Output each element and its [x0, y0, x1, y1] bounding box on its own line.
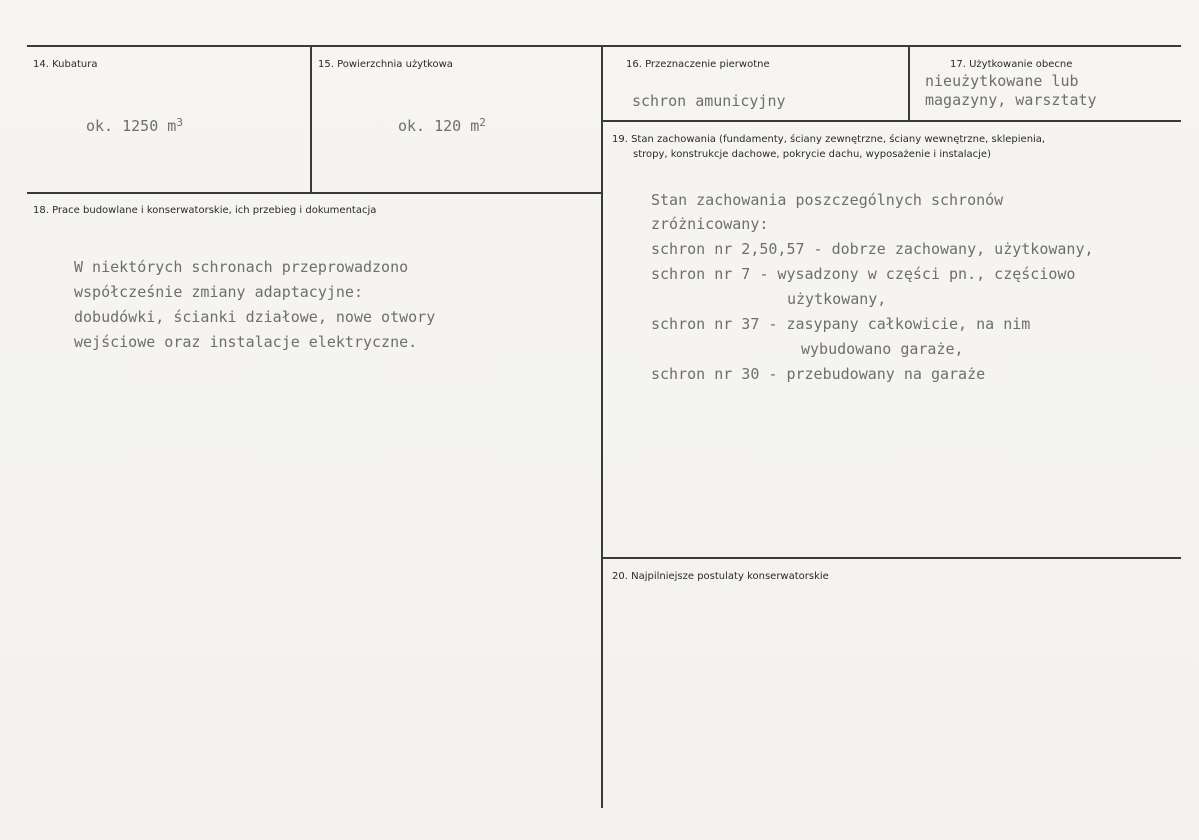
field-15-label: 15. Powierzchnia użytkowa	[318, 59, 453, 70]
top-rule-left	[27, 45, 601, 47]
field-19-line-3: schron nr 2,50,57 - dobrze zachowany, użytkowany,	[651, 240, 1094, 258]
divider-16-17	[908, 45, 910, 122]
field-19-line-6: schron nr 37 - zasypany całkowicie, na nim	[651, 315, 1031, 333]
center-divider	[601, 45, 603, 808]
cubature-unit-exponent: 3	[176, 116, 183, 129]
rule-below-19	[603, 557, 1181, 559]
rule-below-16-17	[603, 120, 1181, 122]
field-18-label: 18. Prace budowlane i konserwatorskie, ich przebieg i dokumentacja	[33, 205, 377, 216]
field-18-line-2: współcześnie zmiany adaptacyjne:	[74, 283, 363, 301]
field-16-label: 16. Przeznaczenie pierwotne	[626, 59, 770, 70]
field-19-line-8: schron nr 30 - przebudowany na garaże	[651, 365, 986, 383]
field-19-line-5: użytkowany,	[787, 290, 887, 308]
field-18-line-1: W niektórych schronach przeprowadzono	[74, 258, 409, 276]
field-19-label-line-1: 19. Stan zachowania (fundamenty, ściany zewnętrzne, ściany wewnętrzne, sklepienia,	[612, 134, 1046, 145]
field-19-line-2: zróżnicowany:	[651, 215, 769, 233]
divider-14-15	[310, 45, 312, 193]
field-14-value	[86, 114, 183, 140]
field-17-label: 17. Użytkowanie obecne	[950, 59, 1073, 70]
area-unit-exponent: 2	[479, 116, 486, 129]
rule-below-14-15	[27, 192, 601, 194]
field-19-line-1: Stan zachowania poszczególnych schronów	[651, 191, 1004, 209]
field-15-value	[398, 114, 486, 140]
field-18-line-4: wejściowe oraz instalacje elektryczne.	[74, 333, 418, 351]
field-14-label: 14. Kubatura	[33, 59, 98, 70]
top-rule-right	[603, 45, 1181, 47]
field-19-line-4: schron nr 7 - wysadzony w części pn., częściowo	[651, 265, 1076, 283]
area-value: ok. 120 m	[398, 117, 480, 135]
field-19-label-line-2: stropy, konstrukcje dachowe, pokrycie dachu, wyposażenie i instalacje)	[633, 149, 991, 160]
field-19-line-7: wybudowano garaże,	[801, 340, 964, 358]
field-20-label: 20. Najpilniejsze postulaty konserwatorskie	[612, 571, 829, 582]
field-18-line-3: dobudówki, ścianki działowe, nowe otwory	[74, 308, 436, 326]
field-16-value: schron amunicyjny	[632, 92, 786, 110]
field-17-line-1: nieużytkowane lub	[925, 72, 1079, 90]
field-17-line-2: magazyny, warsztaty	[925, 91, 1097, 109]
cubature-value: ok. 1250 m	[86, 117, 177, 135]
